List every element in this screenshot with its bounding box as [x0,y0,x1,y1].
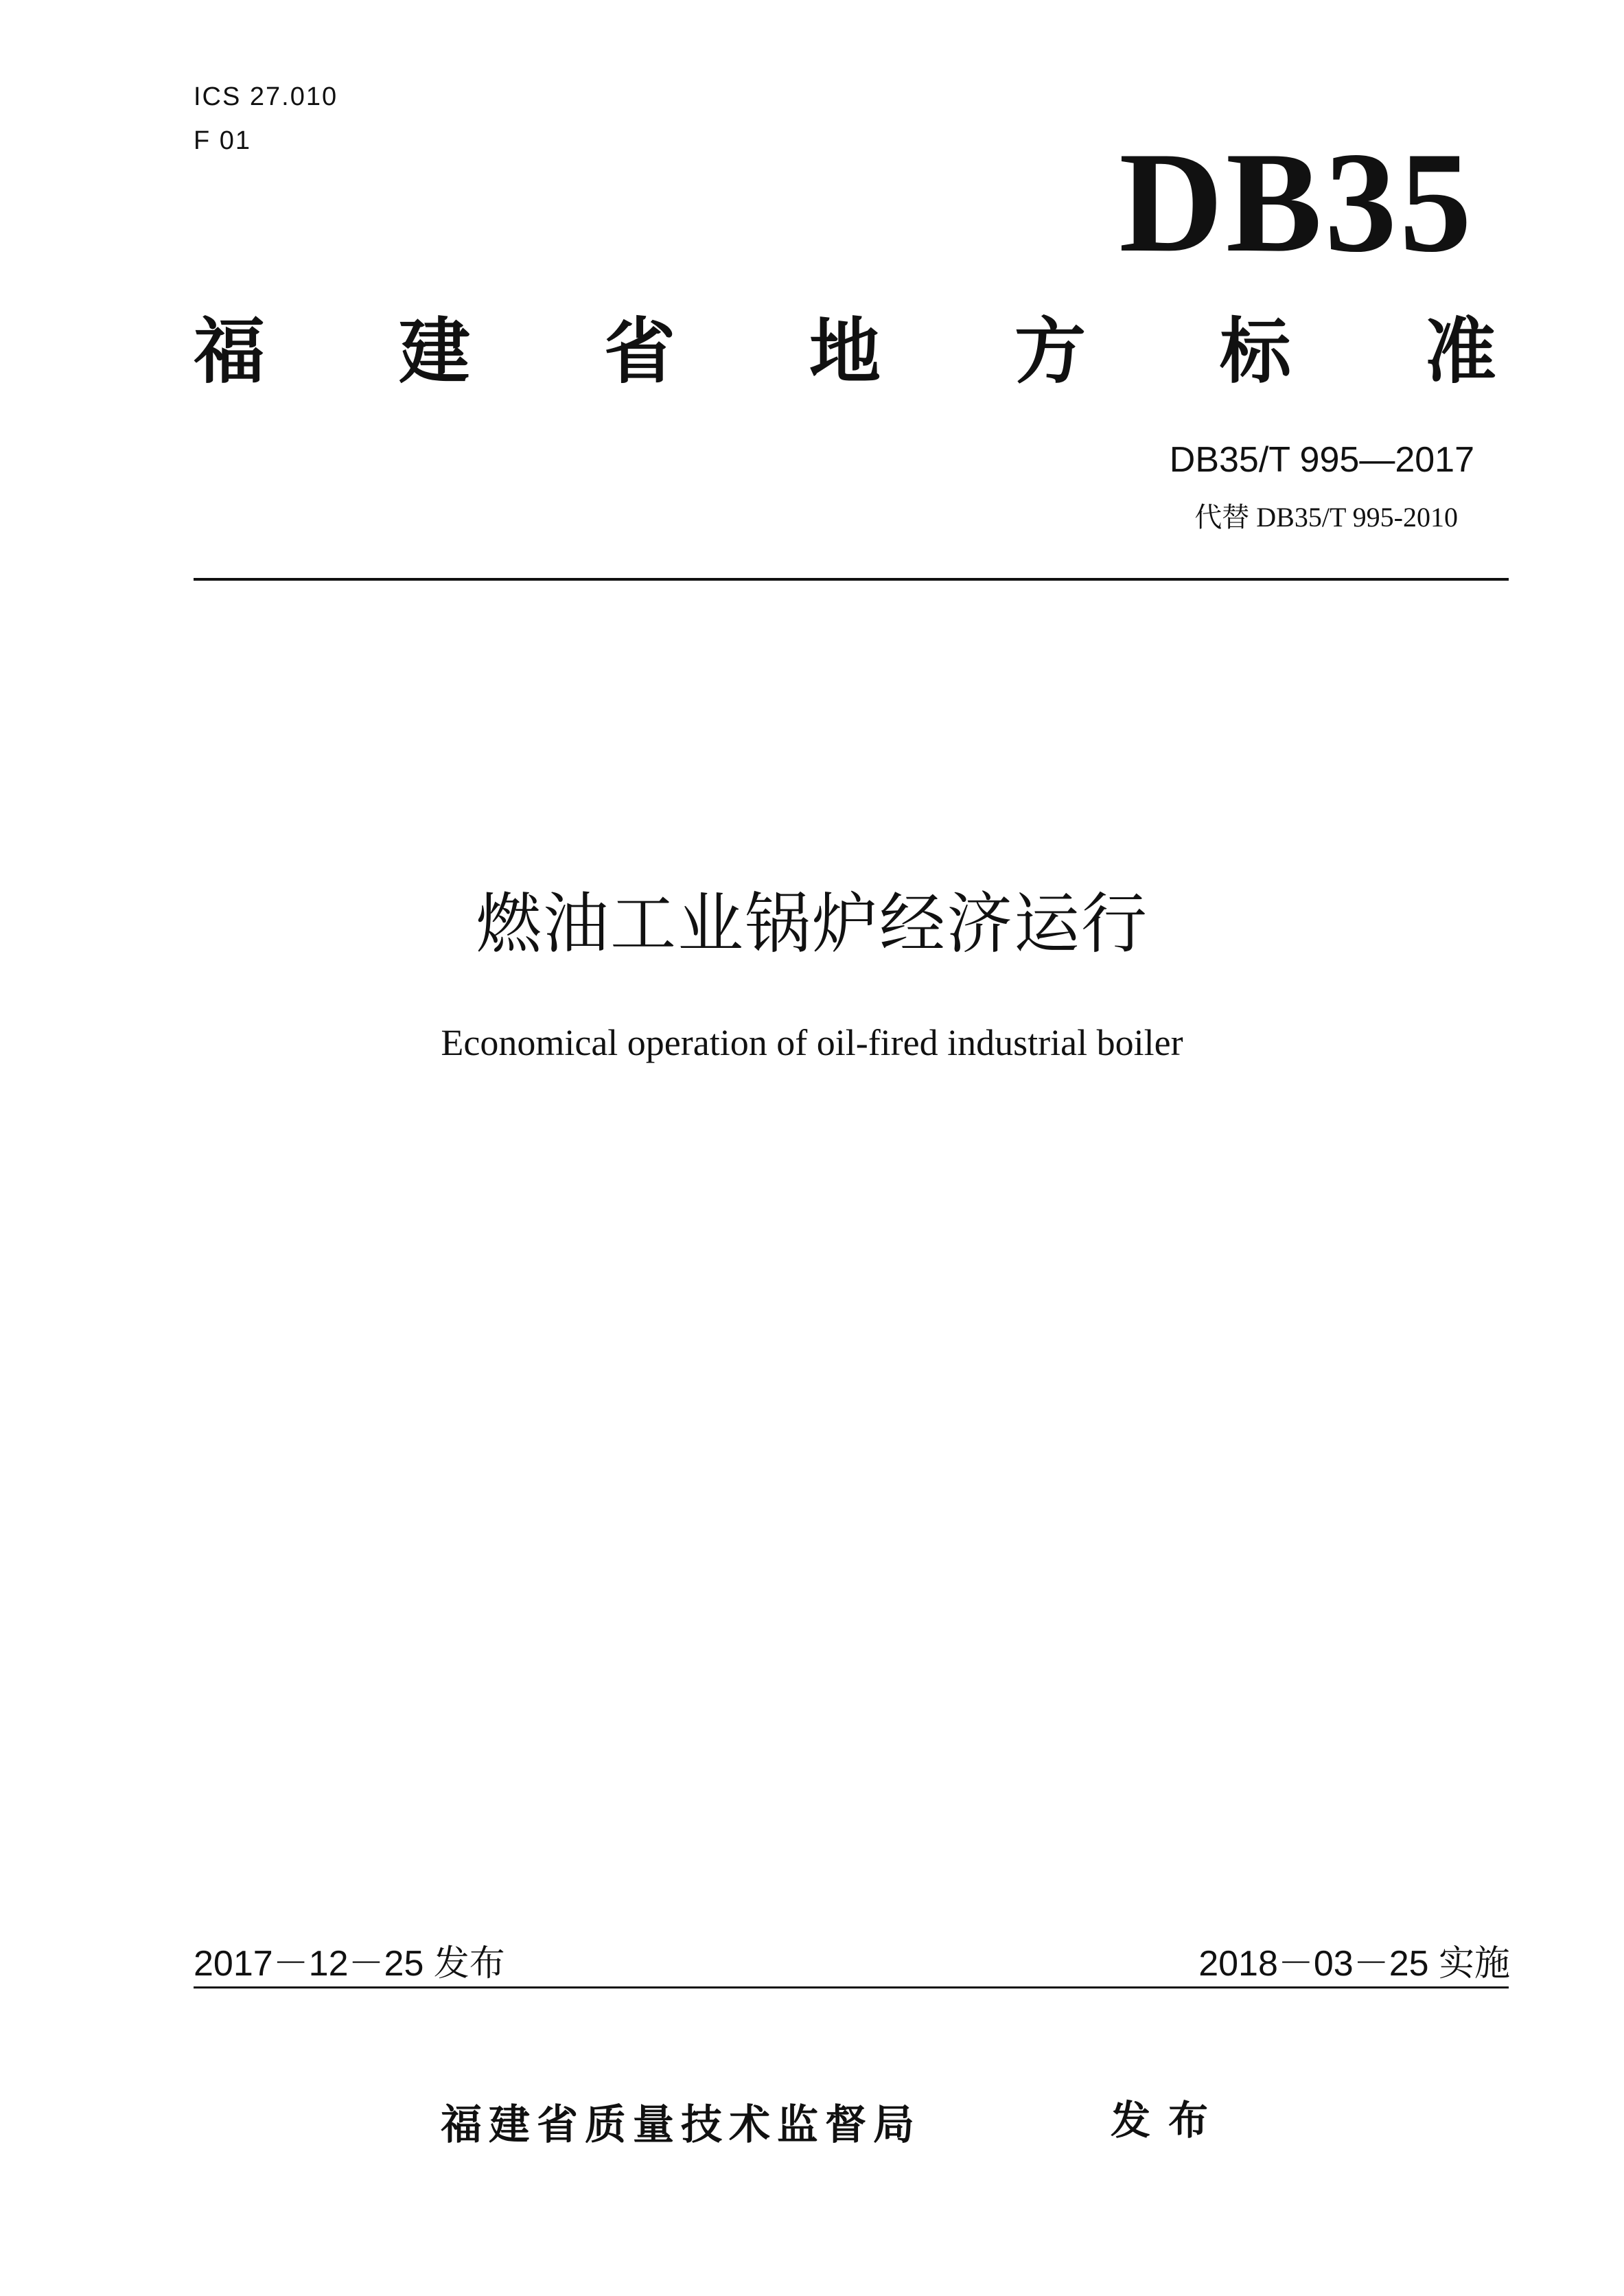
replaces-note: 代替 DB35/T 995-2010 [1194,502,1458,533]
ccs-code: F 01 [194,126,252,155]
footer-divider [194,1986,1509,1988]
issuing-authority: 福建省质量技术监督局 [441,2101,921,2149]
standard-type-char: 方 [1014,310,1086,393]
issue-label: 发布 [1111,2097,1227,2144]
standard-type-char: 地 [809,310,881,393]
standard-type-char: 省 [603,310,675,393]
standard-type-char: 标 [1219,310,1291,393]
title-chinese: 燃油工业锅炉经济运行 [476,885,1148,962]
standard-number: DB35/T 995—2017 [1169,440,1474,480]
implementation-date: 2018－03－25 实施 [1198,1944,1510,1984]
standard-type-char: 福 [194,310,266,393]
db35-logo: DB35 [1119,123,1474,282]
standard-type-char: 建 [398,310,470,393]
standard-type-char: 准 [1424,310,1496,393]
ics-code: ICS 27.010 [194,82,338,111]
header-divider [194,578,1509,581]
title-english: Economical operation of oil-fired industrial boiler [441,1022,1183,1063]
standard-type [194,310,1496,393]
issue-date: 2017－12－25 发布 [194,1944,505,1984]
